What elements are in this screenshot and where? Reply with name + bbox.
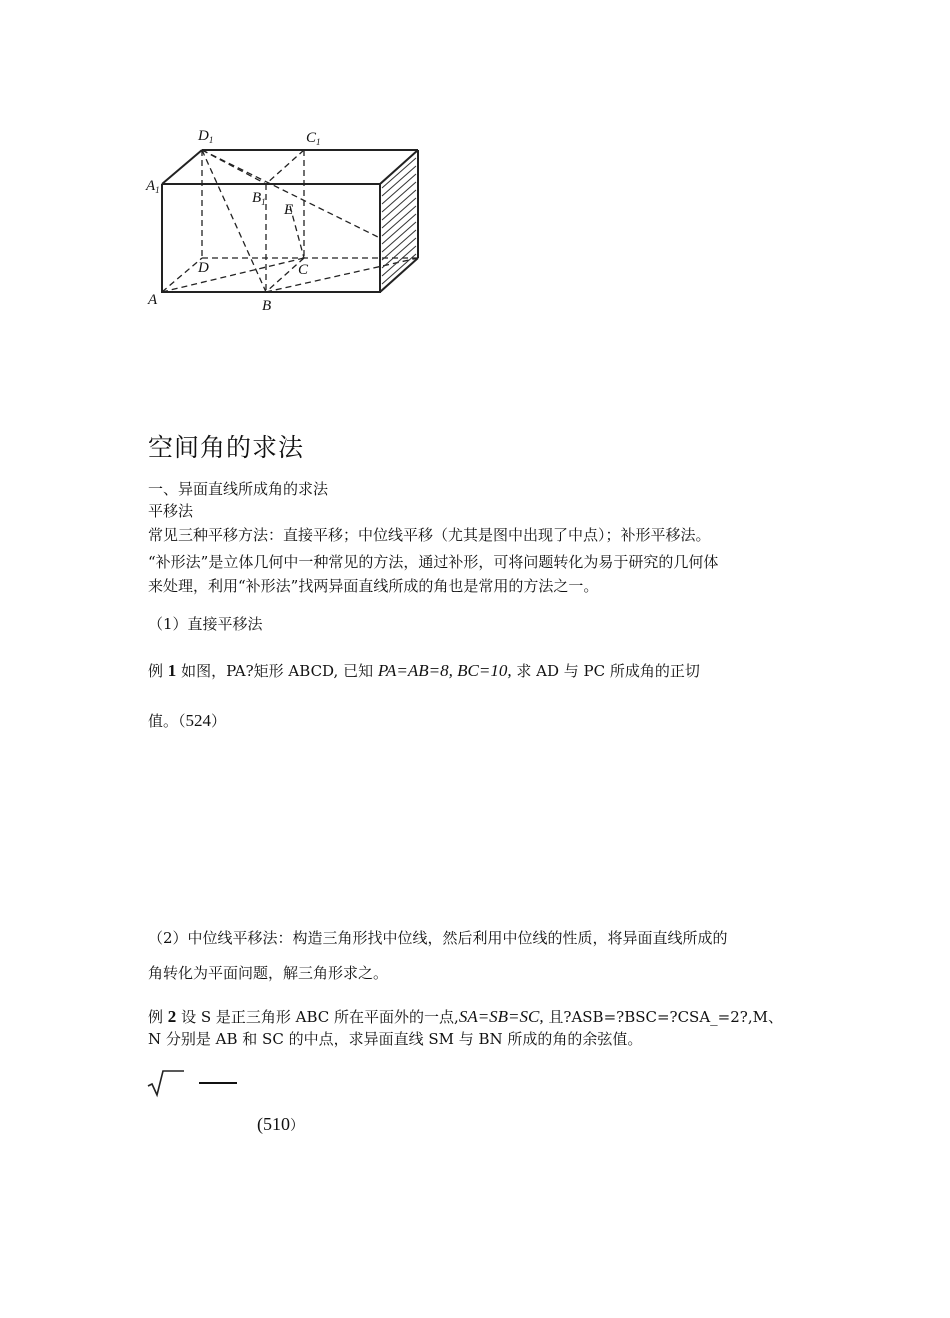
right-top-edge [380,150,418,184]
example-text: 值。（ [148,712,186,730]
label-d: D [198,260,209,276]
dashed-d1-right [202,150,380,238]
paragraph-line: 来处理，利用“补形法”找两异面直线所成的角也是常用的方法之一。 [148,577,599,595]
prism-figure [140,118,430,318]
example-formula: PA=AB=8, BC=10, [377,661,512,680]
dashed-d1-b [202,150,266,292]
paragraph-line: 常见三种平移方法：直接平移；中位线平移（尤其是图中出现了中点）；补形平移法。 [148,526,711,544]
method-heading: 平移法 [148,502,194,520]
subsection-heading: （1）直接平移法 [148,615,263,633]
example-text: 如图，PA?矩形 ABCD, 已知 [181,662,374,680]
example-label: 例 [148,662,164,680]
answer-area [146,1068,237,1098]
example-2-line [148,1006,783,1028]
example-2-reference [257,1113,304,1138]
example-formula: SA=SB=SC, [458,1007,544,1026]
right-bottom-edge [380,258,418,292]
dashed-b-right [266,258,418,292]
answer-blank [199,1082,237,1084]
label-c: C [298,262,309,278]
page-title: 空间角的求法 [148,433,305,462]
example-number: 2 [167,1007,177,1026]
example-text: ） [211,712,227,730]
label-b1: $B_1$ [252,190,266,207]
solid-edges [162,184,380,292]
sqrt-icon [146,1068,186,1098]
dashed-c1-b1 [266,150,304,184]
example-number: 1 [167,661,177,680]
example-text: 求 AD 与 PC 所成角的正切 [516,662,700,680]
label-d1: $D_1$ [198,128,214,145]
label-b: B [262,298,272,314]
paragraph-line: （2）中位线平移法：构造三角形找中位线，然后利用中位线的性质，将异面直线所成的 [148,929,728,947]
label-e: E [284,202,294,218]
section-heading: 一、异面直线所成角的求法 [148,480,329,498]
label-a: A [148,292,158,308]
paragraph-line: “补形法”是立体几何中一种常见的方法，通过补形，可将问题转化为易于研究的几何体 [148,553,719,571]
label-c1: $C_1$ [306,130,321,147]
example-1-line-2 [148,710,226,732]
example-1-line [148,660,700,682]
example-text: 设 S 是正三角形 ABC 所在平面外的一点, [181,1008,459,1026]
example-label: 例 [148,1008,164,1026]
top-edge-a1-d1 [162,150,202,184]
dashed-a-c [162,258,304,292]
example-2-line-2: N 分别是 AB 和 SC 的中点，求异面直线 SM 与 BN 所成的角的余弦值。 [148,1030,643,1048]
reference-number: 524 [185,711,212,730]
reference-number: (510 [257,1114,290,1134]
example-text: 且?ASB=?BSC=?CSA_=2?,M、 [548,1008,783,1026]
paragraph-line: 角转化为平面问题，解三角形求之。 [148,964,389,982]
label-a1: $A_1$ [146,178,160,195]
reference-close: ） [290,1119,304,1134]
